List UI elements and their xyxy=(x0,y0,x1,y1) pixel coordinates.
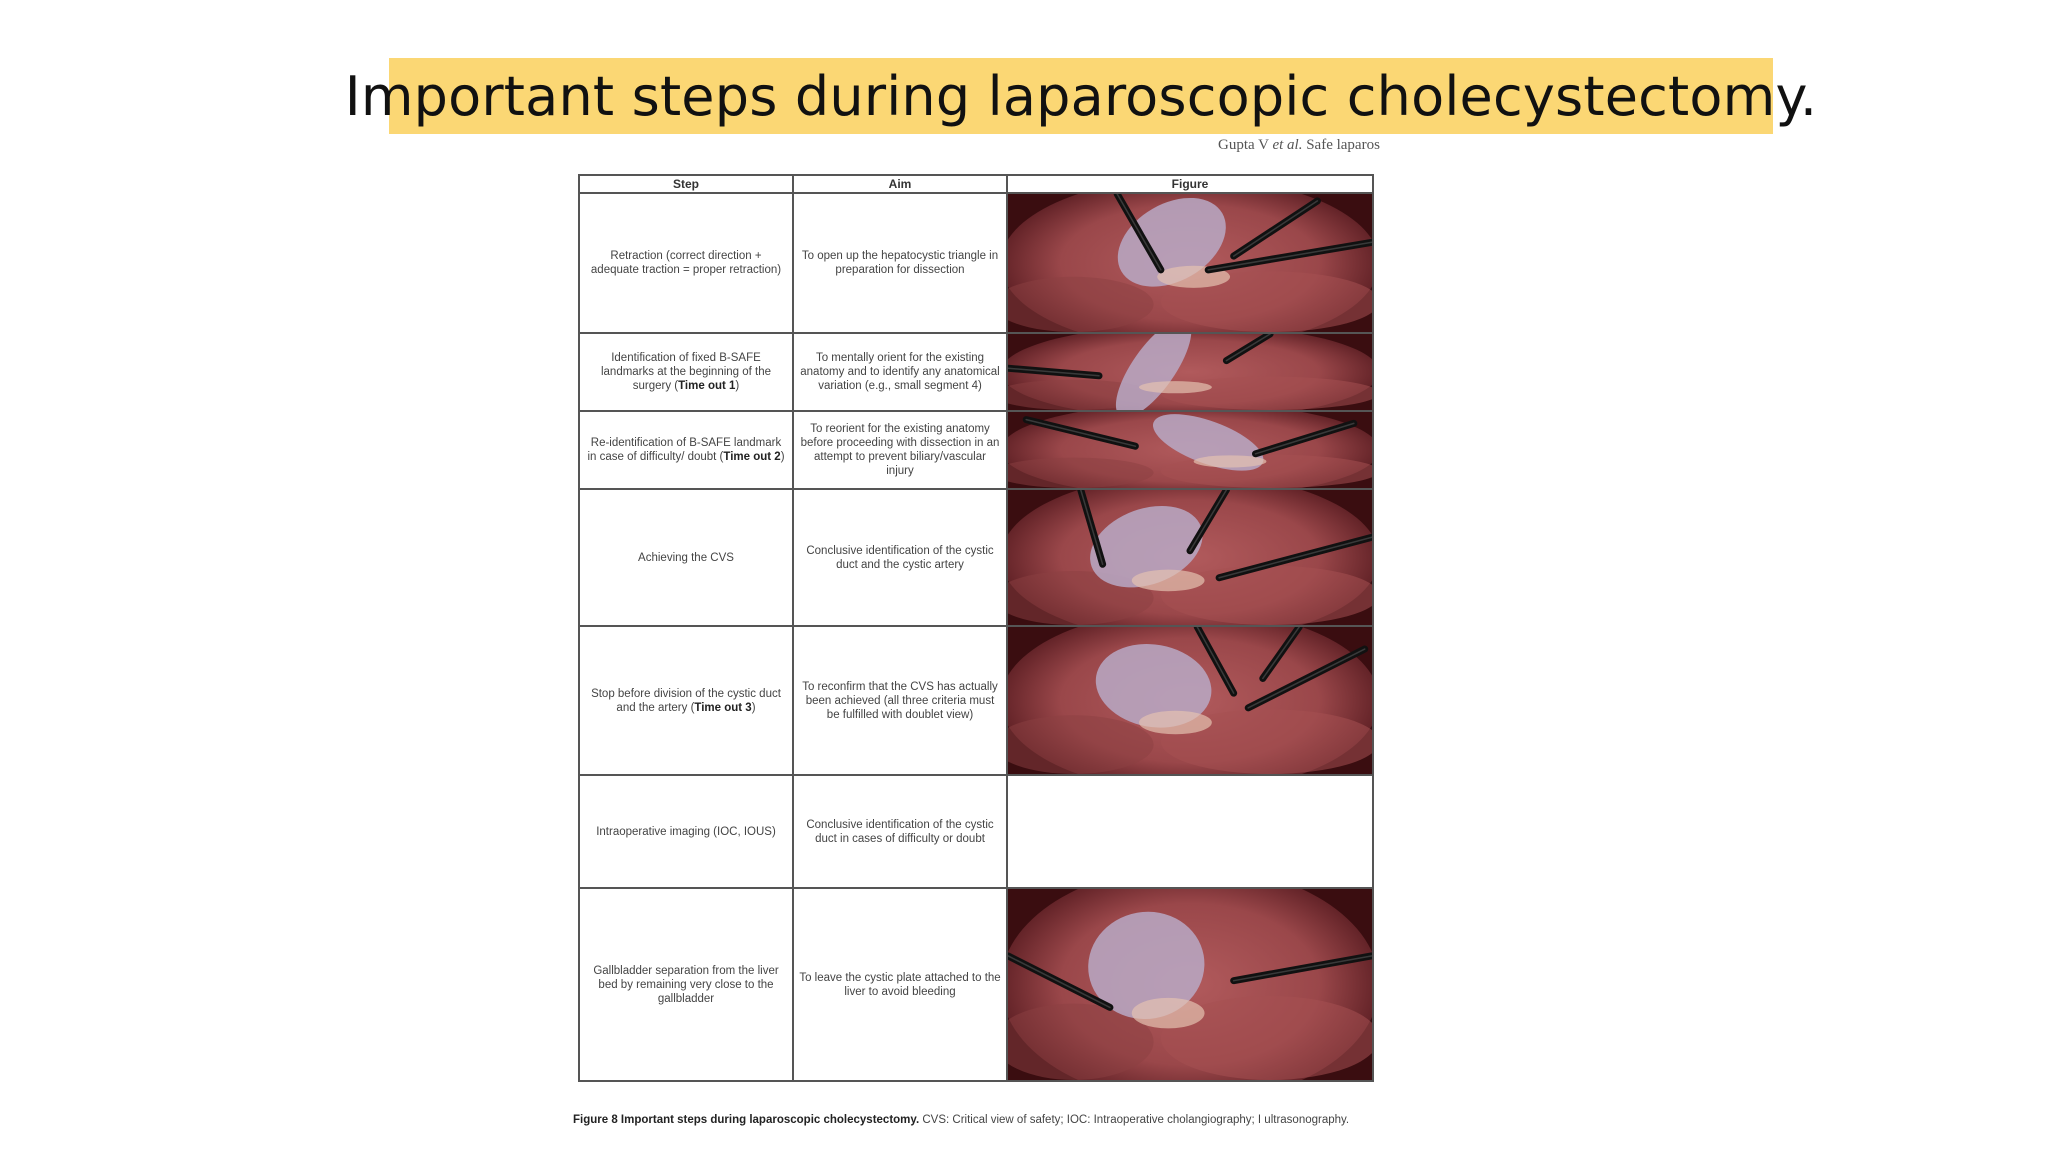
step-text: Intraoperative imaging (IOC, IOUS) xyxy=(596,825,776,838)
figure-cell xyxy=(1007,411,1373,489)
aim-cell: To mentally orient for the existing anatomy and to identify any anatomical variation (e.g., small segment 4) xyxy=(793,333,1007,411)
aim-cell: Conclusive identification of the cystic duct and the cystic artery xyxy=(793,489,1007,626)
step-cell xyxy=(579,888,793,1081)
step-cell xyxy=(579,411,793,489)
step-text-end: ) xyxy=(751,701,756,714)
step-timeout-label: Time out 3 xyxy=(694,701,752,714)
running-head xyxy=(1218,137,1380,154)
table-row xyxy=(579,489,1373,626)
surgical-photo xyxy=(1008,412,1372,488)
table-row xyxy=(579,193,1373,333)
figure-cell xyxy=(1007,888,1373,1081)
step-text: Identification of fixed B-SAFE landmarks at the beginning of the surgery ( xyxy=(600,352,772,392)
steps-table xyxy=(578,174,1374,1082)
surgical-photo xyxy=(1008,194,1372,332)
running-head-etal: et al. xyxy=(1272,137,1303,153)
figure-caption xyxy=(573,1113,1423,1128)
step-cell xyxy=(579,193,793,333)
caption-label: Figure 8 Important steps during laparoscopic cholecystectomy. xyxy=(573,1114,920,1126)
table-row xyxy=(579,411,1373,489)
running-head-journal: Safe laparos xyxy=(1302,137,1380,153)
figure-cell xyxy=(1007,489,1373,626)
table-row xyxy=(579,775,1373,888)
step-timeout-label: Time out 1 xyxy=(678,380,736,392)
aim-cell: To reorient for the existing anatomy before proceeding with dissection in an attempt to prevent biliary/vascular injury xyxy=(793,411,1007,489)
surgical-photo xyxy=(1008,334,1372,410)
step-text-end: ) xyxy=(780,451,785,463)
running-head-authors: Gupta V xyxy=(1218,137,1273,153)
header-step: Step xyxy=(579,175,793,193)
figure-cell xyxy=(1007,193,1373,333)
table-row xyxy=(579,888,1373,1081)
step-text: Achieving the CVS xyxy=(638,551,734,564)
header-aim: Aim xyxy=(793,175,1007,193)
step-text: Re-identification of B-SAFE landmark in case of difficulty/ doubt ( xyxy=(587,437,782,463)
step-text-end: ) xyxy=(735,380,740,392)
figure-cell-empty xyxy=(1007,775,1373,888)
surgical-photo xyxy=(1008,490,1372,625)
step-cell xyxy=(579,333,793,411)
header-figure: Figure xyxy=(1007,175,1373,193)
aim-cell: To open up the hepatocystic triangle in preparation for dissection xyxy=(793,193,1007,333)
surgical-photo xyxy=(1008,627,1372,774)
step-text: Stop before division of the cystic duct and the artery ( xyxy=(591,687,781,714)
surgical-photo xyxy=(1008,889,1372,1080)
step-text: Gallbladder separation from the liver bed by remaining very close to the gallbladder xyxy=(593,964,779,1005)
step-cell xyxy=(579,626,793,775)
aim-cell: To reconfirm that the CVS has actually been achieved (all three criteria must be fulfilled with doublet view) xyxy=(793,626,1007,775)
caption-text: CVS: Critical view of safety; IOC: Intraoperative cholangiography; I ultrasonography. xyxy=(919,1114,1350,1126)
table-row xyxy=(579,626,1373,775)
aim-cell: Conclusive identification of the cystic duct in cases of difficulty or doubt xyxy=(793,775,1007,888)
step-text: Retraction (correct direction + adequate traction = proper retraction) xyxy=(590,250,782,276)
step-timeout-label: Time out 2 xyxy=(723,451,781,463)
step-cell xyxy=(579,775,793,888)
table-header-row xyxy=(579,175,1373,193)
step-cell xyxy=(579,489,793,626)
aim-cell: To leave the cystic plate attached to the liver to avoid bleeding xyxy=(793,888,1007,1081)
figure-cell xyxy=(1007,333,1373,411)
slide-title: Important steps during laparoscopic cholecystectomy. xyxy=(389,58,1773,134)
figure-cell xyxy=(1007,626,1373,775)
table-row xyxy=(579,333,1373,411)
